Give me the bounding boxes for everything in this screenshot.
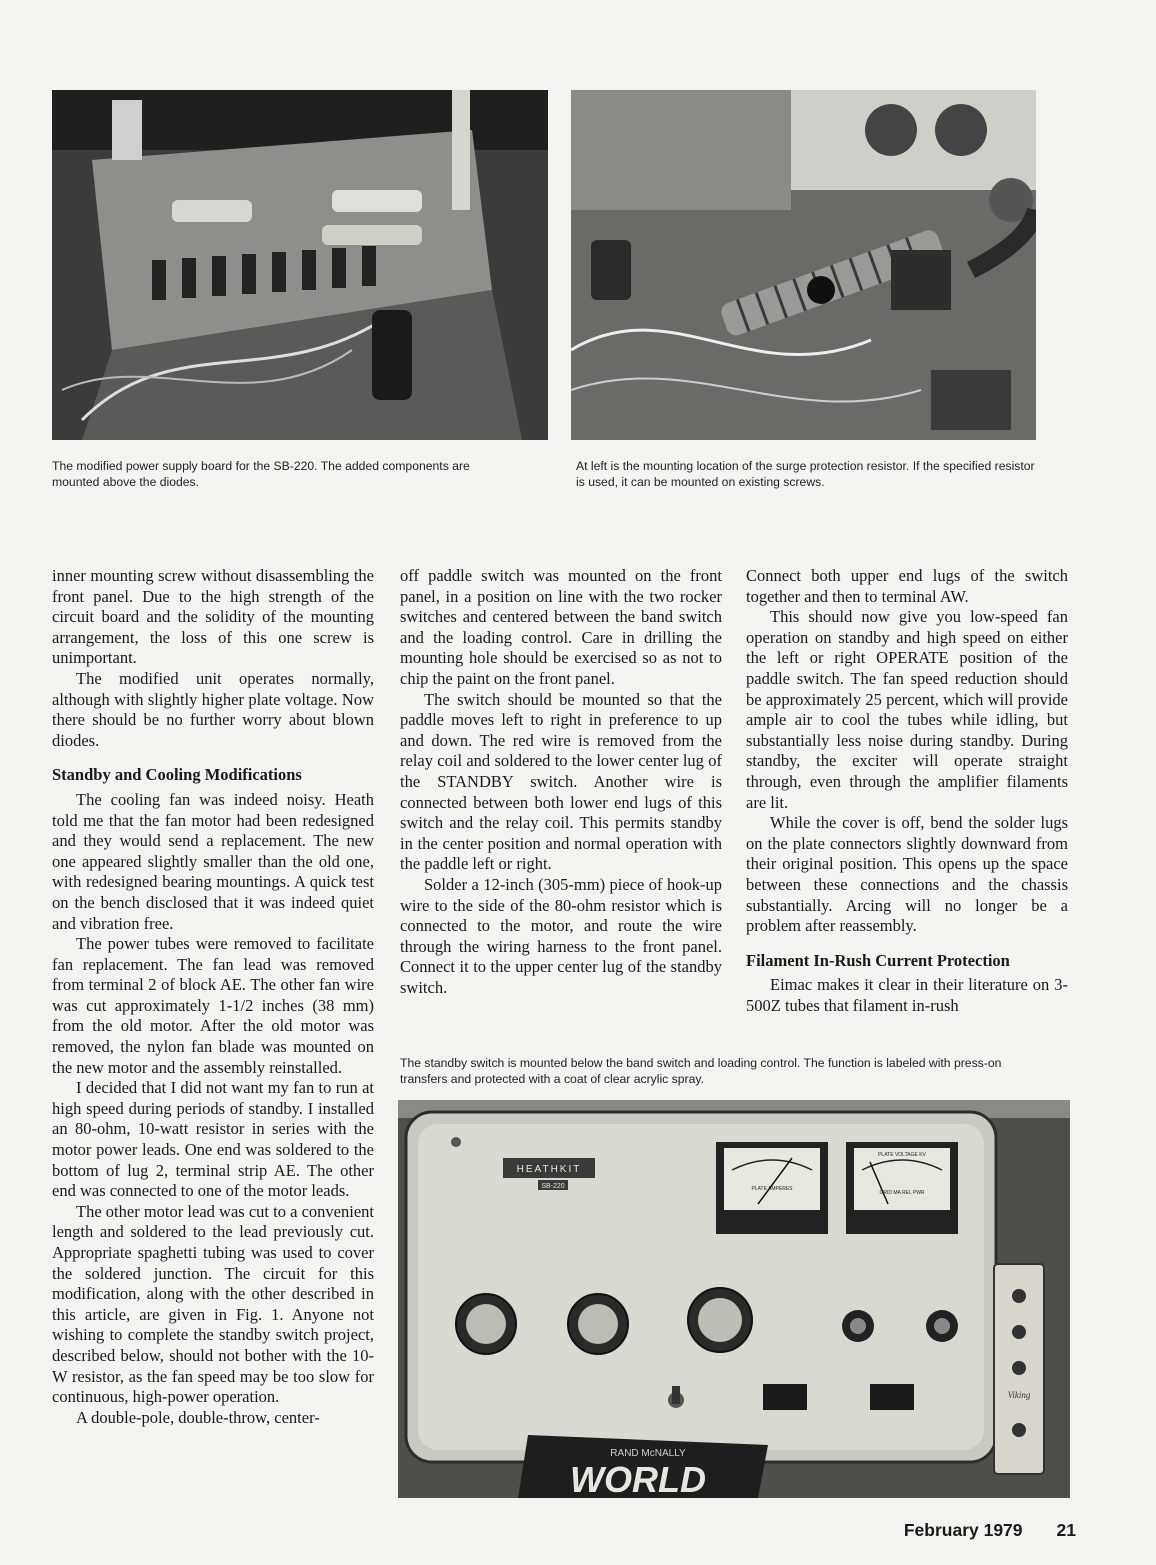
book-title: WORLD xyxy=(570,1459,706,1498)
issue-date: February 1979 xyxy=(903,1520,1023,1540)
surge-resistor-photo xyxy=(571,90,1036,440)
meter2-label: PLATE VOLTAGE KV xyxy=(878,1152,926,1158)
col1-paragraph-6: The other motor lead was cut to a convenient length and soldered to the lead previously cut. Appropriate spaghetti tubing was used to cover the soldered junction. The circuit for this modification, along with the other described in this article, are given in Fig. 1. Anyone not wishing to complete the standby switch project, described below, should not bother with the 10-W resistor, as the fan speed may be too slow for continuous, high-power operation. xyxy=(52,1201,374,1407)
col1-paragraph-5: I decided that I did not want my fan to run at high speed during periods of standby. I installed an 80-ohm, 10-watt resistor in series with the motor power leads. One end was soldered to the bottom of lug 2, terminal strip AE. The other end was connected to one of the motor leads. xyxy=(52,1078,374,1201)
amplifier-front-panel-photo xyxy=(398,1100,1070,1498)
model-badge-text: SB-220 xyxy=(541,1183,565,1190)
col1-paragraph-4: The power tubes were removed to facilitate fan replacement. The fan lead was removed from terminal 2 of block AE. The other fan wire was cut approximately 1-1/2 inches (38 mm) from the old motor. After the old motor was removed, the nylon fan blade was mounted on the new motor and the assembly reinstalled. xyxy=(52,934,374,1077)
surge-resistor-illustration xyxy=(571,90,1036,440)
meter2-sublabel: GRID MA REL PWR xyxy=(879,1190,925,1196)
heading-standby-cooling: Standby and Cooling Modifications xyxy=(52,765,302,785)
text-column-1 xyxy=(52,566,374,1428)
text-column-2 xyxy=(400,566,722,998)
bottom-caption: The standby switch is mounted below the band switch and loading control. The function is labeled with press-on transfers and protected with a coat of clear acrylic spray. xyxy=(400,1056,1002,1086)
col2-paragraph-2: The switch should be mounted so that the paddle moves left to right in preference to up and down. The red wire is removed from the relay coil and soldered to the lower center lug of the STANDBY switch. Another wire is connected between both lower end lugs of this switch and the relay coil. This permits standby in the center position and normal operation with the paddle left or right. xyxy=(400,689,722,874)
col1-paragraph-7: A double-pole, double-throw, center- xyxy=(76,1407,320,1427)
col3-paragraph-2: This should now give you low-speed fan operation on standby and high speed on either the left or right OPERATE position of the paddle switch. The fan speed reduction should be approximately 25 percent, which will provide ample air to cool the tubes while idling, but substantially less noise during standby. During standby, the exciter will operate straight through, even through the amplifier filaments are lit. xyxy=(746,607,1068,812)
col2-paragraph-3: Solder a 12-inch (305-mm) piece of hook-up wire to the side of the 80-ohm resistor which is connected to the motor, and route the wire through the wiring harness to the front panel. Connect it to the upper center lug of the standby switch. xyxy=(400,874,722,997)
side-unit-brand: Viking xyxy=(1007,1390,1031,1400)
page-number: 21 xyxy=(1056,1520,1076,1540)
power-supply-board-photo xyxy=(52,90,548,440)
heading-filament-inrush: Filament In-Rush Current Protection xyxy=(746,950,1010,970)
top-left-caption: The modified power supply board for the SB-220. The added components are mounted above the diodes. xyxy=(52,459,470,489)
col1-paragraph-1: inner mounting screw without disassembling the front panel. Due to the high strength of the circuit board and the solidity of the mounting arrangement, the loss of this one screw is unimportant. xyxy=(52,566,374,668)
col3-paragraph-3: While the cover is off, bend the solder lugs on the plate connectors slightly downward from their original position. This opens up the space between these connections and the chassis substantially. Arcing will no longer be a problem after reassembly. xyxy=(746,813,1068,936)
page-footer xyxy=(904,1520,1076,1541)
col3-paragraph-4: Eimac makes it clear in their literature on 3-500Z tubes that filament in-rush xyxy=(746,975,1068,1015)
amplifier-front-panel-illustration xyxy=(398,1100,1070,1498)
book-publisher: RAND McNALLY xyxy=(610,1448,686,1459)
brand-badge-text: HEATHKIT xyxy=(516,1164,582,1175)
col1-paragraph-2: The modified unit operates normally, although with slightly higher plate voltage. Now there should be no further worry about blown diodes. xyxy=(52,668,374,750)
col3-paragraph-1: Connect both upper end lugs of the switch together and then to terminal AW. xyxy=(746,566,1068,606)
col1-paragraph-3: The cooling fan was indeed noisy. Heath told me that the fan motor had been redesigned and they would send a replacement. The new one appeared slightly smaller than the old one, with redesigned bearing mountings. A quick test on the bench disclosed that it was indeed quiet and vibration free. xyxy=(52,789,374,933)
power-supply-board-illustration xyxy=(52,90,548,440)
text-column-3 xyxy=(746,566,1068,1016)
col2-paragraph-1: off paddle switch was mounted on the front panel, in a position on line with the two rocker switches and centered between the band switch and the loading control. Care in drilling the mounting hole should be exercised so as not to chip the paint on the front panel. xyxy=(400,566,722,688)
meter1-label: PLATE AMPERES xyxy=(751,1186,793,1192)
top-right-caption: At left is the mounting location of the surge protection resistor. If the specified resistor is used, it can be mounted on existing screws. xyxy=(576,459,1035,489)
